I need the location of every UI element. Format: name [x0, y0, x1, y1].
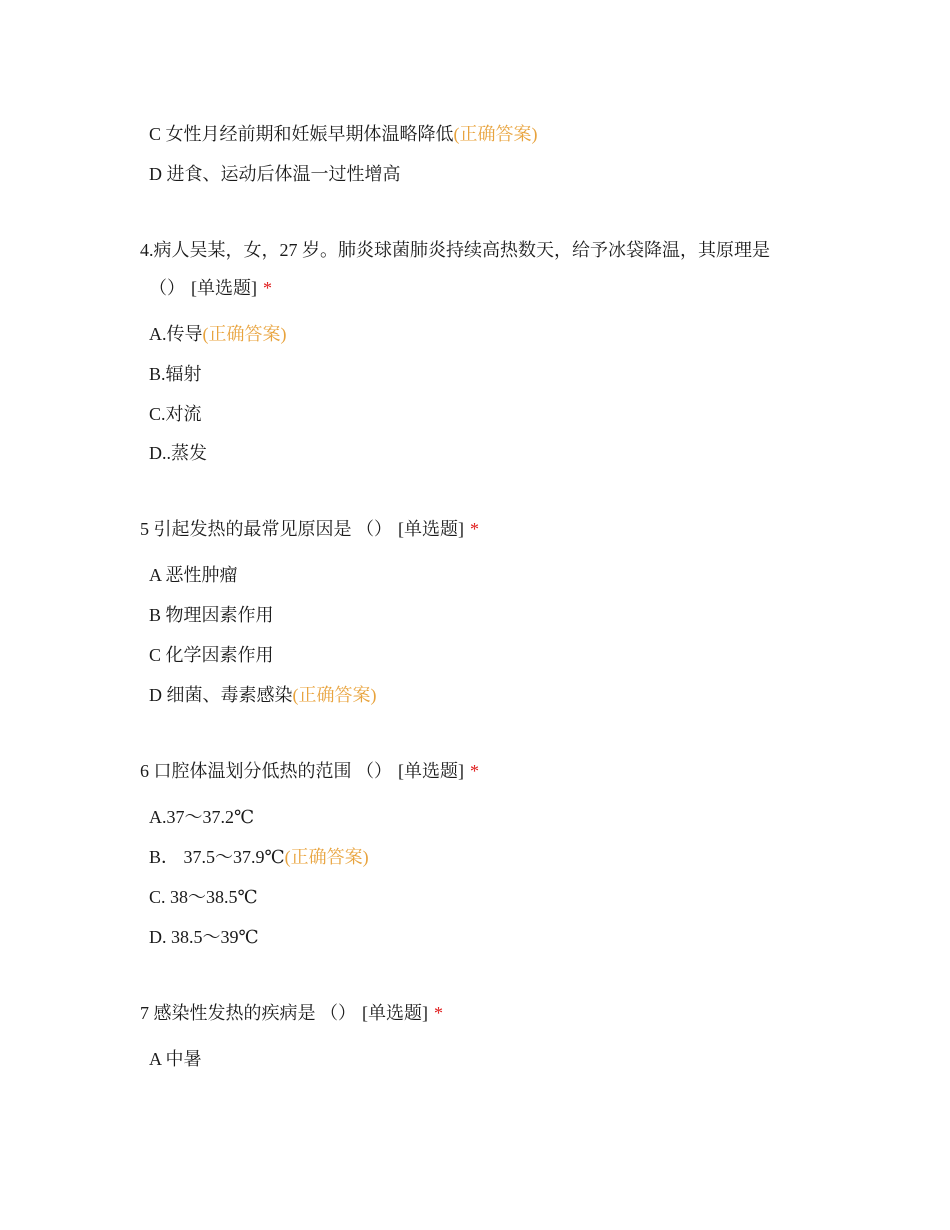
option-a[interactable]	[149, 322, 287, 346]
correct-answer-marker: (正确答案)	[292, 685, 377, 705]
option-text: C 女性月经前期和妊娠早期体温略降低	[149, 124, 454, 144]
correct-answer-marker: (正确答案)	[284, 847, 369, 867]
question-type-tag: [单选题]	[398, 519, 464, 539]
question-7-title: 7 感染性发热的疾病是 （） [单选题] *	[140, 1003, 443, 1023]
option-text: A.传导	[149, 324, 203, 344]
option-text: B 物理因素作用	[149, 605, 274, 625]
option-text: D..蒸发	[149, 443, 207, 463]
required-star: *	[434, 1003, 443, 1023]
question-4-title: 4.病人吴某，女，27 岁。肺炎球菌肺炎持续高热数天，给予冰袋降温，其原理是	[140, 240, 770, 260]
option-b[interactable]	[149, 603, 274, 627]
option-d[interactable]	[149, 441, 207, 465]
option-c-prev[interactable]	[149, 122, 538, 146]
option-text: C.对流	[149, 404, 202, 424]
question-6-title: 6 口腔体温划分低热的范围 （） [单选题] *	[140, 761, 479, 781]
option-a[interactable]	[149, 805, 254, 829]
option-text: B． 37.5～37.9℃	[149, 847, 285, 867]
option-text: D 细菌、毒素感染	[149, 685, 293, 705]
question-type-tag: [单选题]	[398, 761, 464, 781]
option-text: A 恶性肿瘤	[149, 565, 238, 585]
question-4-title-cont: （） [单选题] *	[149, 278, 272, 298]
option-text: A 中暑	[149, 1049, 202, 1069]
option-text: A.37～37.2℃	[149, 807, 255, 827]
question-type-tag: [单选题]	[362, 1003, 428, 1023]
option-c[interactable]	[149, 643, 274, 667]
correct-answer-marker: (正确答案)	[453, 124, 538, 144]
required-star: *	[263, 278, 272, 298]
correct-answer-marker: (正确答案)	[202, 324, 287, 344]
question-type-tag: [单选题]	[191, 278, 257, 298]
option-d-prev[interactable]	[149, 162, 401, 186]
option-d[interactable]	[149, 925, 259, 949]
option-b[interactable]	[149, 845, 369, 869]
option-d[interactable]	[149, 683, 377, 707]
option-c[interactable]	[149, 402, 202, 426]
option-text: D. 38.5～39℃	[149, 927, 259, 947]
required-star: *	[470, 519, 479, 539]
option-text: D 进食、运动后体温一过性增高	[149, 164, 401, 184]
question-5-title: 5 引起发热的最常见原因是 （） [单选题] *	[140, 519, 479, 539]
option-a[interactable]	[149, 563, 238, 587]
option-text: B.辐射	[149, 364, 202, 384]
option-text: C 化学因素作用	[149, 645, 274, 665]
option-c[interactable]	[149, 885, 258, 909]
required-star: *	[470, 761, 479, 781]
option-a[interactable]	[149, 1047, 202, 1071]
option-text: C. 38～38.5℃	[149, 887, 258, 907]
option-b[interactable]	[149, 362, 202, 386]
